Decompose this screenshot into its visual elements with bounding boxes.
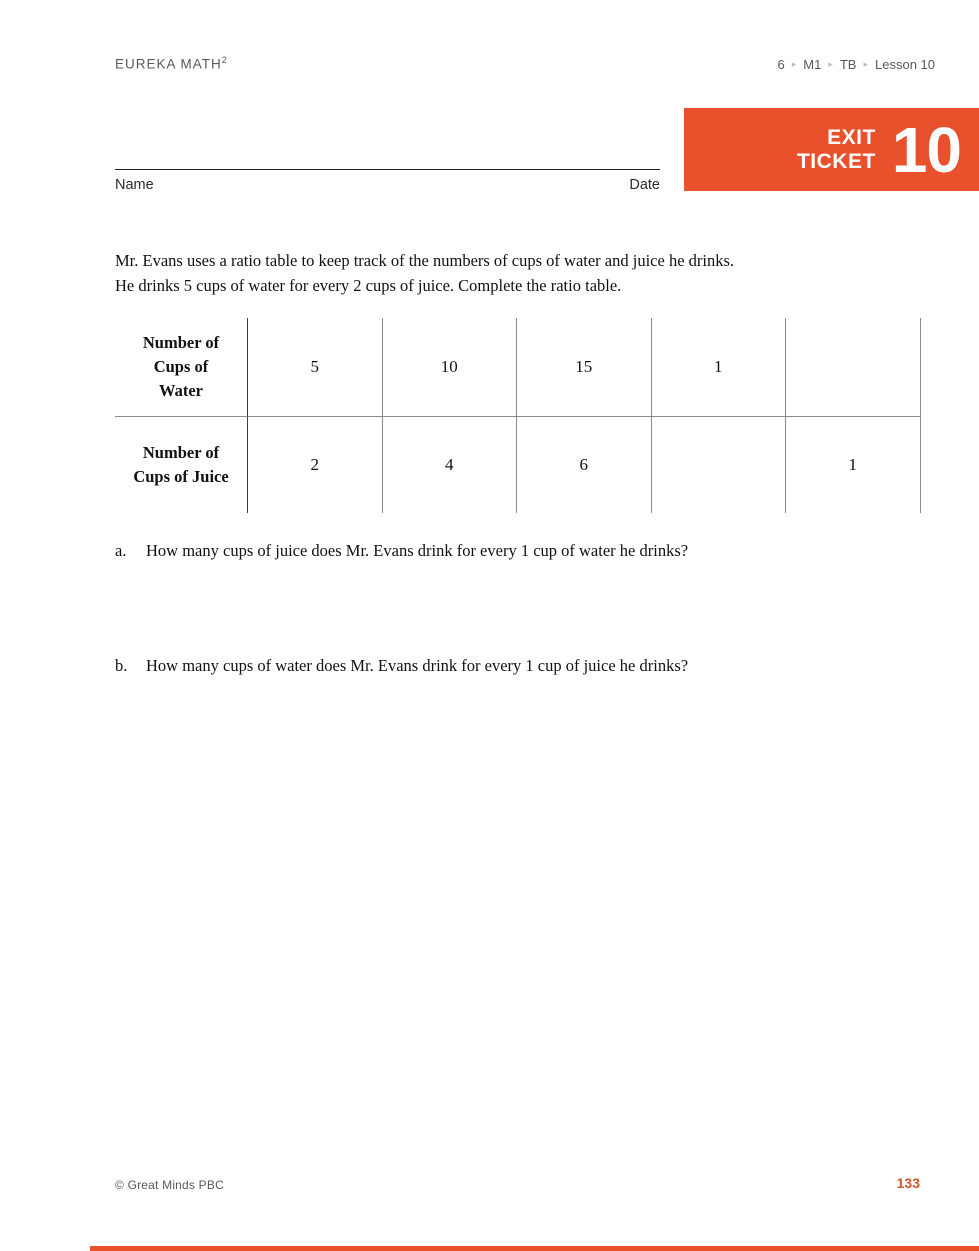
table-cell-juice-1: 2 (248, 417, 383, 513)
problem-statement-line2: He drinks 5 cups of water for every 2 cups of juice. Complete the ratio table. (115, 275, 622, 295)
table-cell-water-3: 15 (517, 318, 652, 417)
row-header-water-line: Cups of (153, 357, 209, 376)
exit-ticket-label-line2: TICKET (796, 149, 876, 173)
row-header-juice (115, 417, 248, 513)
eureka-math-logo (115, 55, 228, 72)
table-cell-juice-3: 6 (517, 417, 652, 513)
breadcrumb-separator-icon: ▸ (828, 59, 833, 69)
problem-statement-line1: Mr. Evans uses a ratio table to keep track of the numbers of cups of water and juice he drinks. (115, 251, 735, 270)
breadcrumb-separator-icon: ▸ (863, 59, 868, 69)
exit-ticket-label-line1: EXIT (827, 125, 876, 149)
row-header-water (115, 318, 248, 417)
table-cell-water-5-blank (786, 318, 921, 417)
name-label: Name (115, 177, 154, 193)
name-date-row (115, 177, 660, 193)
brand-superscript: 2 (221, 55, 228, 65)
copyright-notice: © Great Minds PBC (115, 1178, 224, 1192)
breadcrumb-separator-icon: ▸ (791, 59, 797, 69)
table-cell-water-1: 5 (248, 318, 383, 417)
breadcrumb-lesson: Lesson 10 (875, 57, 935, 72)
question-a-text: How many cups of juice does Mr. Evans drink for every 1 cup of water he drinks? (146, 541, 689, 560)
name-date-blank-line (115, 169, 660, 170)
table-cell-juice-5: 1 (786, 417, 921, 513)
lesson-number: 10 (891, 113, 961, 186)
bottom-accent-bar (90, 1246, 979, 1251)
page-number: 133 (896, 1175, 920, 1191)
breadcrumb (777, 57, 935, 72)
question-b-text: How many cups of water does Mr. Evans drink for every 1 cup of juice he drinks? (146, 656, 689, 675)
question-a (115, 539, 905, 563)
breadcrumb-module: M1 (803, 57, 822, 72)
breadcrumb-grade: 6 (777, 57, 785, 72)
question-b-label: b. (115, 656, 128, 675)
table-cell-water-4: 1 (652, 318, 787, 417)
table-cell-juice-2: 4 (383, 417, 518, 513)
table-cell-juice-4-blank (652, 417, 787, 513)
brand-text: EUREKA MATH (115, 56, 222, 72)
date-label: Date (629, 177, 660, 193)
row-header-water-line: Water (159, 381, 203, 400)
table-cell-water-2: 10 (383, 318, 518, 417)
question-a-label: a. (115, 541, 127, 560)
breadcrumb-book: TB (839, 57, 857, 72)
row-header-juice-line: Cups of Juice (133, 467, 229, 486)
row-header-juice-line: Number of (142, 443, 220, 462)
exit-ticket-badge (684, 108, 979, 191)
question-b (115, 654, 905, 678)
problem-statement (115, 249, 905, 298)
row-header-water-line: Number of (142, 333, 220, 352)
ratio-table (115, 318, 921, 513)
exit-ticket-label (797, 126, 876, 174)
